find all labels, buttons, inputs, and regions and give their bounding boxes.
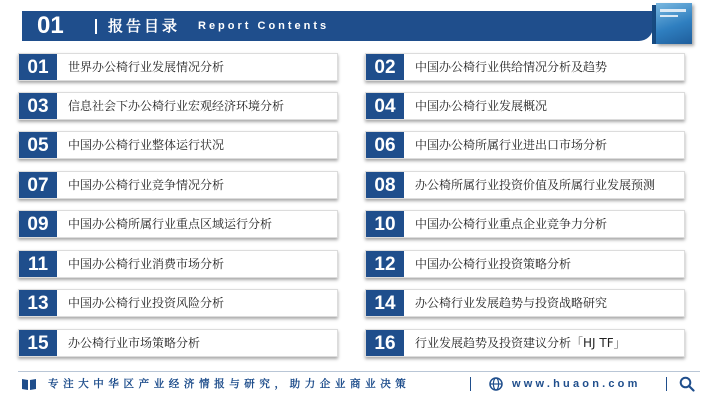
globe-icon [489,377,503,391]
toc-item-label: 中国办公椅行业重点企业竞争力分析 [415,217,608,231]
toc-item-number: 01 [19,54,57,80]
toc-item-number: 05 [19,132,57,158]
toc-item-label: 世界办公椅行业发展情况分析 [68,60,225,74]
toc-item-label: 办公椅所属行业投资价值及所属行业发展预测 [415,178,656,192]
toc-item-label: 中国办公椅行业供给情况分析及趋势 [415,60,608,74]
toc-item-02[interactable] [365,53,685,81]
toc-item-08[interactable] [365,171,685,199]
search-icon[interactable] [679,376,695,392]
section-number: 01 [37,12,64,39]
footer [18,374,700,394]
toc-item-label: 中国办公椅行业消费市场分析 [68,257,225,271]
book-icon [22,378,36,390]
toc-item-number: 04 [366,93,404,119]
report-cover-image [652,3,698,45]
toc-item-label: 中国办公椅行业投资策略分析 [415,257,572,271]
header-divider [95,19,97,34]
toc-item-label: 中国办公椅行业竞争情况分析 [68,178,225,192]
toc-item-label: 中国办公椅行业整体运行状况 [68,138,225,152]
toc-item-number: 13 [19,290,57,316]
toc-item-05[interactable] [18,131,338,159]
toc-item-14[interactable] [365,289,685,317]
toc-item-13[interactable] [18,289,338,317]
toc-item-number: 10 [366,211,404,237]
footer-separator [470,377,471,391]
toc-item-number: 03 [19,93,57,119]
toc-item-number: 02 [366,54,404,80]
toc-item-03[interactable] [18,92,338,120]
footer-slogan: 专注大中华区产业经济情报与研究，助力企业商业决策 [48,378,411,390]
toc-item-number: 11 [19,251,57,277]
page-title: 报告目录 [108,17,181,35]
page-subtitle: Report Contents [198,20,330,32]
toc-item-10[interactable] [365,210,685,238]
toc-item-07[interactable] [18,171,338,199]
toc-item-label: 中国办公椅行业投资风险分析 [68,296,225,310]
toc-item-label: 办公椅行业市场策略分析 [68,336,201,350]
toc-item-09[interactable] [18,210,338,238]
toc-item-number: 15 [19,330,57,356]
toc-item-label: 中国办公椅所属行业进出口市场分析 [415,138,608,152]
toc-item-11[interactable] [18,250,338,278]
toc-item-label: 行业发展趋势及投资建议分析「HJ TF」 [415,336,626,350]
toc-item-label: 中国办公椅所属行业重点区域运行分析 [68,217,273,231]
toc-item-number: 07 [19,172,57,198]
toc-item-16[interactable] [365,329,685,357]
footer-divider-line [18,371,700,372]
toc-item-number: 09 [19,211,57,237]
toc-item-12[interactable] [365,250,685,278]
toc-item-04[interactable] [365,92,685,120]
toc-item-label: 中国办公椅行业发展概况 [415,99,548,113]
toc-item-15[interactable] [18,329,338,357]
toc-item-01[interactable] [18,53,338,81]
toc-item-number: 12 [366,251,404,277]
toc-item-number: 06 [366,132,404,158]
toc-item-number: 14 [366,290,404,316]
toc-item-number: 08 [366,172,404,198]
toc-item-label: 信息社会下办公椅行业宏观经济环境分析 [68,99,285,113]
contents-header [22,11,653,41]
toc-item-label: 办公椅行业发展趋势与投资战略研究 [415,296,608,310]
toc-item-number: 16 [366,330,404,356]
website-link[interactable]: www.huaon.com [512,378,641,390]
toc-item-06[interactable] [365,131,685,159]
footer-separator [666,377,667,391]
